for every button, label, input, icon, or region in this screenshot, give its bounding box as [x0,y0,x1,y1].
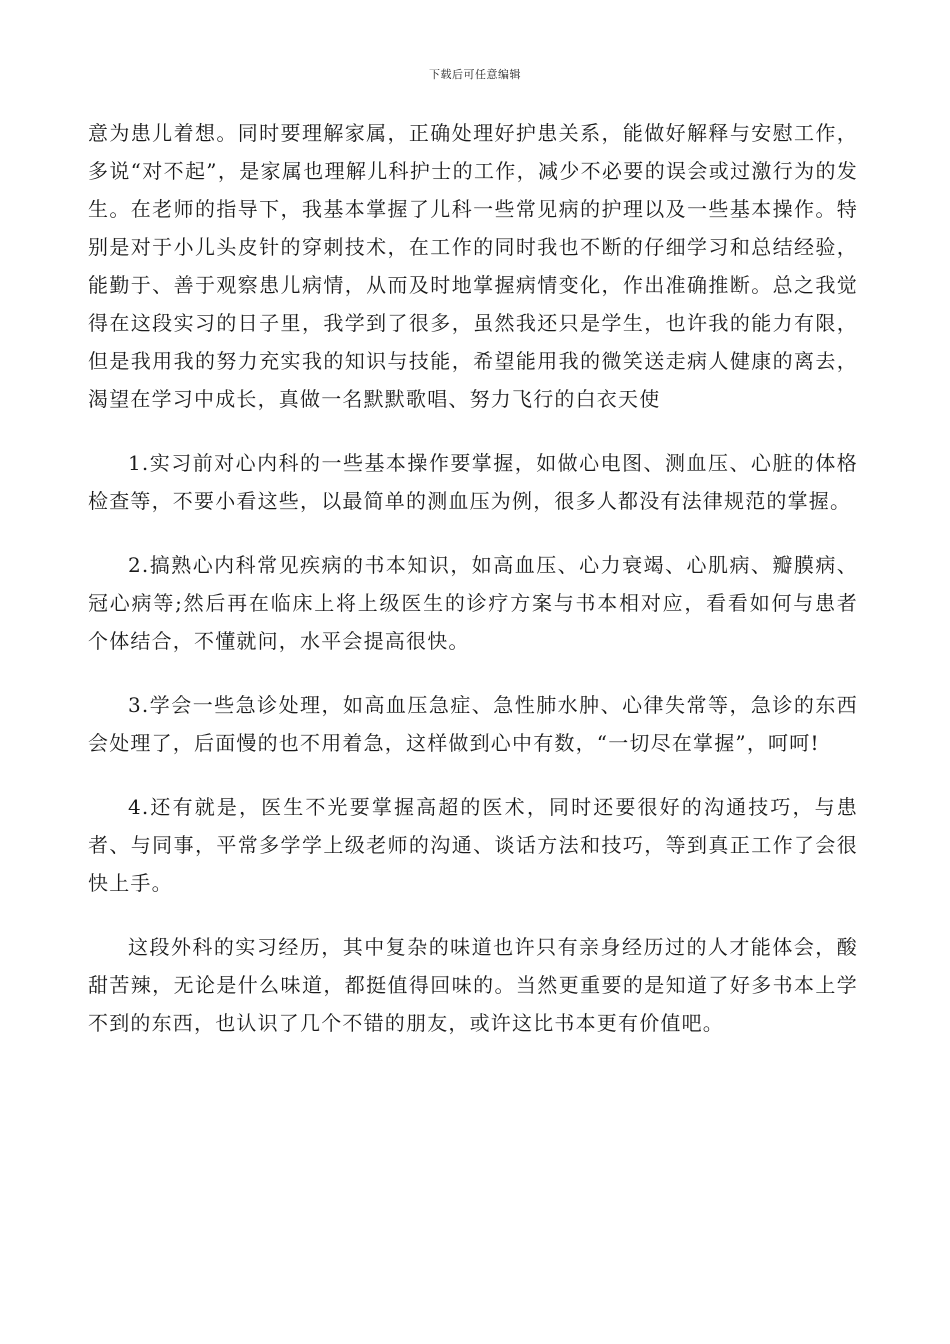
document-body [88,114,858,1042]
paragraph-item-2: 2.搞熟心内科常见疾病的书本知识，如高血压、心力衰竭、心肌病、瓣膜病、冠心病等;然后再在临床上将上级医生的诊疗方案与书本相对应，看看如何与患者个体结合，不懂就问，水平会提高很快。 [88,553,858,653]
page-header: 下载后可任意编辑 [429,68,521,81]
paragraph-item-4: 4.还有就是，医生不光要掌握高超的医术，同时还要很好的沟通技巧，与患者、与同事，平常多学学上级老师的沟通、谈话方法和技巧，等到真正工作了会很快上手。 [88,795,858,895]
paragraph-intro: 意为患儿着想。同时要理解家属，正确处理好护患关系，能做好解释与安慰工作，多说“对不起”，是家属也理解儿科护士的工作，减少不必要的误会或过激行为的发生。在老师的指导下，我基本掌握了儿科一些常见病的护理以及一些基本操作。特别是对于小儿头皮针的穿刺技术，在工作的同时我也不断的仔细学习和总结经验，能勤于、善于观察患儿病情，从而及时地掌握病情变化，作出准确推断。总之我觉得在这段实习的日子里，我学到了很多，虽然我还只是学生，也许我的能力有限，但是我用我的努力充实我的知识与技能，希望能用我的微笑送走病人健康的离去，渴望在学习中成长，真做一名默默歌唱、努力飞行的白衣天使 [88,121,858,411]
paragraph-conclusion: 这段外科的实习经历，其中复杂的味道也许只有亲身经历过的人才能体会，酸甜苦辣，无论是什么味道，都挺值得回味的。当然更重要的是知道了好多书本上学不到的东西，也认识了几个不错的朋友，或许这比书本更有价值吧。 [88,935,858,1035]
paragraph-item-3: 3.学会一些急诊处理，如高血压急症、急性肺水肿、心律失常等，急诊的东西会处理了，后面慢的也不用着急，这样做到心中有数，“一切尽在掌握”，呵呵! [88,693,858,755]
paragraph-item-1: 1.实习前对心内科的一些基本操作要掌握，如做心电图、测血压、心脏的体格检查等，不要小看这些，以最简单的测血压为例，很多人都没有法律规范的掌握。 [88,451,858,513]
